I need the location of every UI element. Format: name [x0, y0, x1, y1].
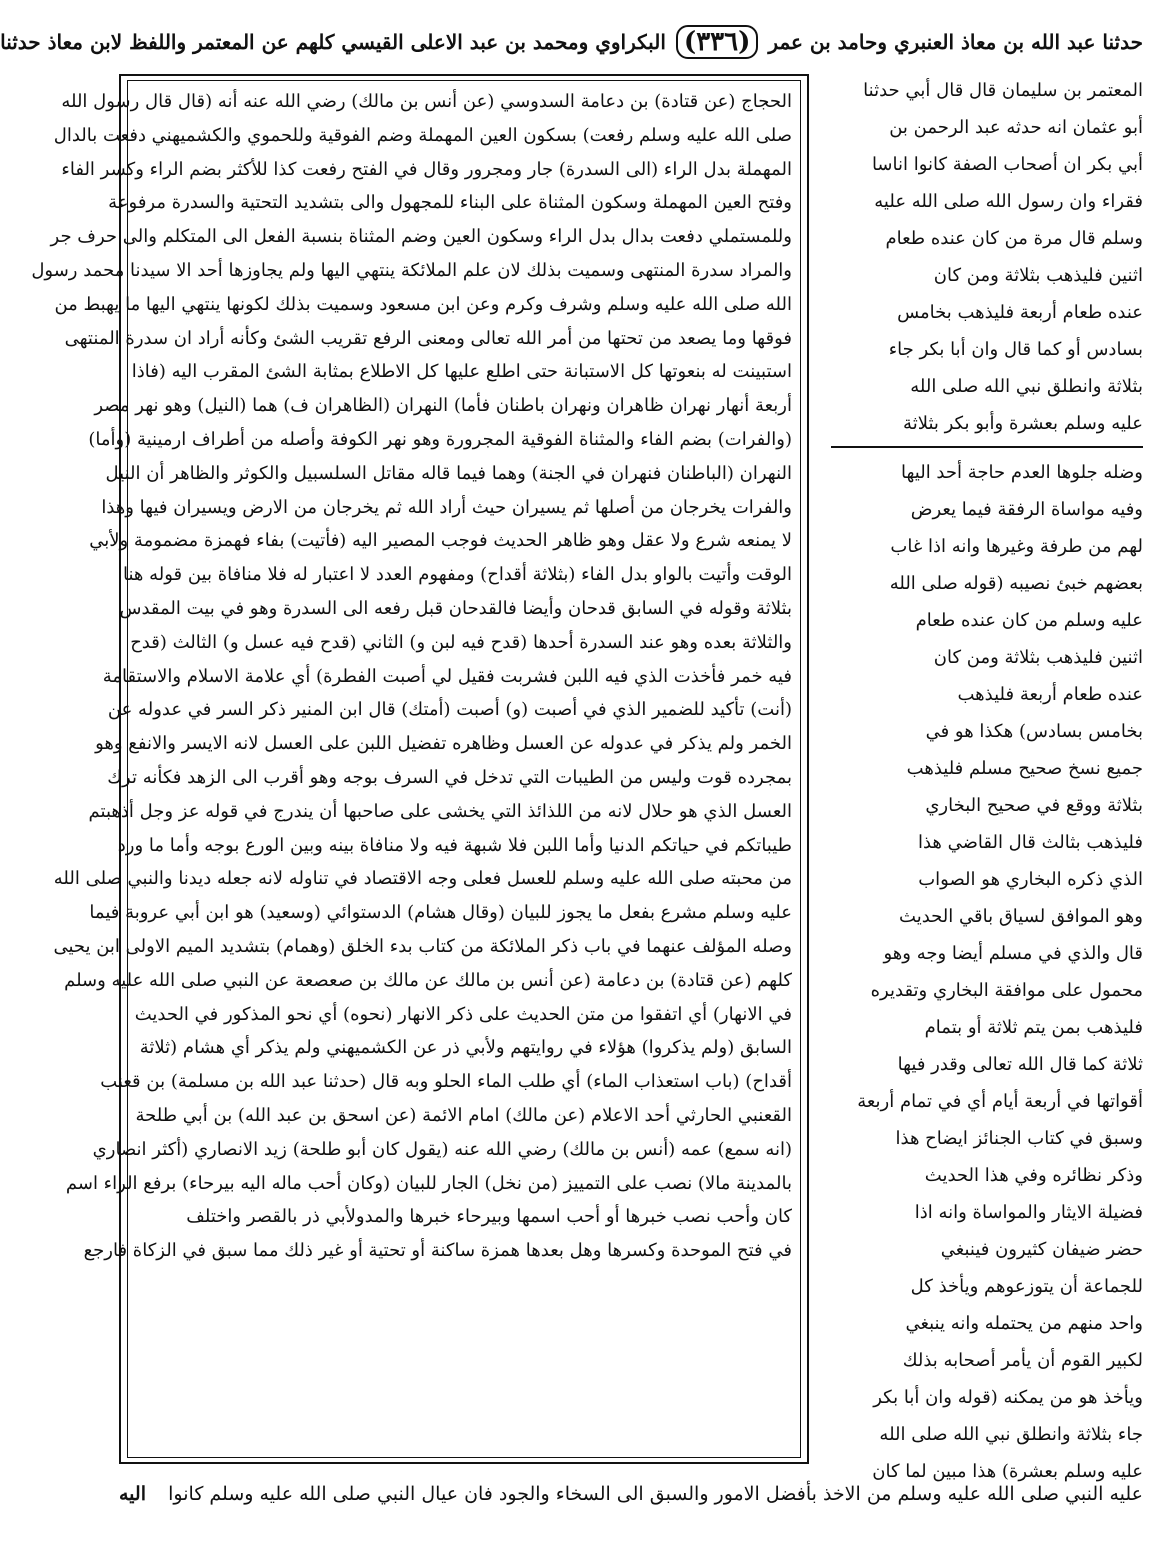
main-line: بثلاثة وقوله في السابق قدحان وأيضا فالقدحان قبل رفعه الى السدرة وهو في بيت المقدس — [119, 597, 792, 619]
margin-line: عنده طعام أربعة فليذهب بخامس — [897, 302, 1143, 323]
margin-line: بثلاثة ووقع في صحيح البخاري — [925, 795, 1143, 816]
margin-line: اثنين فليذهب بثلاثة ومن كان — [933, 265, 1143, 286]
margin-line: محمول على موافقة البخاري وتقديره — [870, 980, 1143, 1001]
main-line: أقداح) (باب استعذاب الماء) أي طلب الماء الحلو وبه قال (حدثنا عبد الله بن مسلمة) بن قعنب — [100, 1071, 792, 1093]
margin-line: لكبير القوم أن يأمر أصحابه بذلك — [902, 1350, 1143, 1371]
main-line: كان وأحب نصب خبرها أو أحب اسمها وبيرحاء خبرها والمدولأبي ذر بالقصر واختلف — [186, 1206, 792, 1228]
margin-line: الذي ذكره البخاري هو الصواب — [918, 869, 1143, 890]
main-line: والثلاثة بعده وهو عند السدرة أحدها (قدح فيه لبن و) الثاني (قدح فيه عسل و) الثالث (قدح — [130, 631, 792, 653]
margin-line: عليه وسلم بعشرة) هذا مبين لما كان — [872, 1461, 1143, 1482]
margin-line: وفيه مواساة الرفقة فيما يعرض — [910, 499, 1143, 520]
main-line: فيه خمر فأخذت الذي فيه اللبن فشربت فقيل لي أصبت الفطرة) أي علامة الاسلام والاستقامة — [102, 665, 792, 687]
main-line: عليه وسلم مشرع بفعل ما يجوز للبيان (وقال هشام) الدستوائي (وسعيد) هو ابن أبي عروبة فيما — [89, 902, 792, 924]
main-line: وللمستملي دفعت بدال بدل الراء وسكون العين وضم المثناة بنسبة الفعل الى المتكلم والى حرف جر — [50, 226, 792, 248]
main-line: لا يمنعه شرع ولا عقل وهو ظاهر الحديث فوجب المصير اليه (فأتيت) بفاء فهمزة مضمومة ولأبي — [89, 530, 792, 552]
main-line: صلى الله عليه وسلم رفعت) بسكون العين المهملة وضم الفوقية وللحموي والكشميهني دفعت بالدال — [53, 124, 792, 146]
margin-line: عليه وسلم من كان عنده طعام — [915, 610, 1143, 631]
margin-line: عنده طعام أربعة فليذهب — [957, 684, 1143, 705]
page-header — [0, 22, 1143, 62]
margin-line: بثلاثة وانطلق نبي الله صلى الله — [910, 376, 1143, 397]
main-line: العسل الذي هو حلال لانه من اللذائذ التي يخشى على صاحبها أن يندرج في قوله عز وجل أذهبتم — [88, 800, 792, 822]
main-line: (والفرات) بضم الفاء والمثناة الفوقية المجرورة وهو نهر الكوفة وأصله من أطراف ارمينية (وأما) — [88, 428, 792, 450]
margin-line: جميع نسخ صحيح مسلم فليذهب — [906, 758, 1143, 779]
main-line: (أنت) تأكيد للضمير الذي في أصبت (و) أصبت (أمتك) قال ابن المنير ذكر السر في عدوله عن — [107, 699, 792, 721]
main-line: بمجرده قوت وليس من الطيبات التي تدخل في السرف بوجه وهو أقرب الى الزهد فكأنه ترك — [107, 766, 792, 788]
margin-line: فقراء وان رسول الله صلى الله عليه — [874, 191, 1143, 212]
main-line: (انه سمع) عمه (أنس بن مالك) رضي الله عنه (يقول كان أبو طلحة) زيد الانصاري (أكثر انصاري — [92, 1138, 792, 1160]
margin-line: بعضهم خبئ نصيبه (قوله صلى الله — [889, 573, 1143, 594]
margin-line: ويأخذ هو من يمكنه (قوله وان أبا بكر — [873, 1387, 1143, 1408]
main-line: الخمر ولم يذكر في عدوله عن العسل وظاهره تفضيل اللبن على العسل لانه الايسر والانفع وهو — [95, 733, 792, 755]
margin-line: حضر ضيفان كثيرون فينبغي — [940, 1239, 1143, 1260]
main-line: السابق (ولم يذكروا) هؤلاء في روايتهم ولأبي ذر عن الكشميهني ولم يذكر أي هشام (ثلاثة — [139, 1037, 792, 1059]
margin-line: قال والذي في مسلم أيضا وجه وهو — [883, 943, 1143, 964]
main-line: كلهم (عن قتادة) بن دعامة (عن أنس بن مالك عن مالك بن صعصعة عن النبي صلى الله عليه وسلم — [64, 969, 792, 991]
main-line: أربعة أنهار نهران ظاهران ونهران باطنان فأما) النهران (الظاهران ف) هما (النيل) وهو نهر مصر — [94, 395, 792, 417]
main-line: في فتح الموحدة وكسرها وهل بعدها همزة ساكنة أو تحتية أو غير ذلك مما سبق في الزكاة فارجع — [83, 1240, 792, 1262]
main-line: الله صلى الله عليه وسلم وشرف وكرم وعن ابن مسعود وسميت بذلك لكونها ينتهي اليها ما يهبط من — [54, 293, 792, 315]
main-line: بالمدينة مالا) نصب على التمييز (من نخل) الجار للبيان (وكان أحب ماله اليه بيرحاء) برفع الراء اسم — [65, 1172, 792, 1194]
main-line: والفرات يخرجان من أصلها ثم يسيران حيث أراد الله ثم يخرجان من الارض ويسيران فيها وهذا — [101, 496, 792, 518]
margin-line: فضيلة الايثار والمواساة وانه اذا — [914, 1202, 1143, 1223]
margin-line: وضله جلوها العدم حاجة أحد اليها — [901, 462, 1143, 483]
main-line: المهملة بدل الراء (الى السدرة) جار ومجرور وقال في الفتح رفعت كذا للأكثر بضم الراء وكسر الفاء — [61, 158, 792, 180]
margin-line: للجماعة أن يتوزعوهم ويأخذ كل — [910, 1276, 1143, 1297]
margin-line: جاء بثلاثة وانطلق نبي الله صلى الله — [879, 1424, 1143, 1445]
main-line: القعنبي الحارثي أحد الاعلام (عن مالك) امام الائمة (عن اسحق بن عبد الله) بن أبي طلحة — [135, 1104, 792, 1126]
margin-line: وذكر نظائره وفي هذا الحديث — [924, 1165, 1143, 1186]
page-number: (٣٣٦) — [676, 25, 759, 59]
margin-line: وهو الموافق لسياق باقي الحديث — [899, 906, 1143, 927]
margin-column — [831, 72, 1143, 1482]
main-line: الوقت وأتيت بالواو بدل الفاء (بثلاثة أقداح) ومفهوم العدد لا اعتبار له فلا منافاة بين قوله هنا — [122, 564, 792, 586]
margin-line: وسبق في كتاب الجنائز ايضاح هذا — [895, 1128, 1143, 1149]
page-footer — [119, 1474, 1143, 1514]
margin-hadith-text — [831, 72, 1143, 442]
margin-line: وسلم قال مرة من كان عنده طعام — [885, 228, 1143, 249]
margin-line: المعتمر بن سليمان قال قال أبي حدثنا — [863, 80, 1143, 101]
header-right-text: حدثنا عبد الله بن معاذ العنبري وحامد بن عمر — [768, 30, 1143, 54]
main-line: وصله المؤلف عنهما في باب ذكر الملائكة من كتاب بدء الخلق (وهمام) بتشديد الميم الاولى ابن يحيى — [53, 935, 792, 957]
margin-line: أبو عثمان انه حدثه عبد الرحمن بن — [889, 117, 1143, 138]
main-line: من محبته صلى الله عليه وسلم للعسل فعلى وجه الاقتصاد في تناوله لانه جعله ديدنا والنبي صلى الله — [53, 868, 792, 890]
margin-line: اثنين فليذهب بثلاثة ومن كان — [933, 647, 1143, 668]
main-line: فوقها وما يصعد من تحتها من أمر الله تعالى ومعنى الرفع تقريب الشئ وكأنه أراد ان سدرة المنتهى — [64, 327, 792, 349]
margin-line: فليذهب بمن يتم ثلاثة أو بتمام — [924, 1017, 1143, 1038]
margin-line: عليه وسلم بعشرة وأبو بكر بثلاثة — [903, 413, 1143, 434]
margin-divider — [831, 446, 1143, 448]
margin-line: أبي بكر ان أصحاب الصفة كانوا اناسا — [871, 154, 1143, 175]
main-line: استبينت له بنعوتها كل الاستبانة حتى اطلع عليها كل الاطلاع بمثابة الشئ المقرب اليه (فاذا — [131, 361, 792, 383]
margin-line: واحد منهم من يحتمله وانه ينبغي — [905, 1313, 1143, 1334]
catchword: اليه — [119, 1483, 146, 1505]
main-line: الحجاج (عن قتادة) بن دعامة السدوسي (عن أنس بن مالك) رضي الله عنه أنه (قال قال رسول الله — [61, 91, 792, 112]
main-text-body — [31, 80, 801, 1458]
main-line: النهران (الباطنان فنهران في الجنة) وهما فيما قاله مقاتل السلسبيل والكوثر والظاهر أن النيل — [105, 462, 792, 484]
margin-line: ثلاثة كما قال الله تعالى وقدر فيها — [897, 1054, 1143, 1075]
main-line: طيباتكم في حياتكم الدنيا وأما اللبن فلا شبهة فيه ولا منافاة بينه وبين الورع بوجه وأما ما ورد — [117, 834, 792, 856]
margin-line: بخامس بسادس) هكذا هو في — [925, 721, 1143, 742]
main-line: وفتح العين المهملة وسكون المثناة على البناء للمجهول والى بتشديد التحتية والسدرة مرفوعة — [108, 192, 792, 214]
footer-text: عليه النبي صلى الله عليه وسلم من الاخذ بأفضل الامور والسبق الى السخاء والجود فان عيال النبي صلى الله عليه وسلم كانوا — [168, 1483, 1143, 1505]
margin-line: أقواتها في أربعة أيام أي في تمام أربعة — [857, 1091, 1143, 1112]
main-text-frame — [31, 74, 809, 1464]
margin-line: بسادس أو كما قال وان أبا بكر جاء — [888, 339, 1143, 360]
margin-commentary — [831, 454, 1143, 1490]
main-line: والمراد سدرة المنتهى وسميت بذلك لان علم الملائكة ينتهي اليها ولم يجاوزها أحد الا سيدنا محمد رسول — [31, 259, 792, 281]
margin-line: لهم من طرفة وغيرها وانه اذا غاب — [890, 536, 1143, 557]
margin-line: فليذهب بثالث قال القاضي هذا — [917, 832, 1143, 853]
header-left-text: البكراوي ومحمد بن عبد الاعلى القيسي كلهم عن المعتمر واللفظ لابن معاذ حدثنا — [0, 30, 666, 54]
main-line: في الانهار) أي اتفقوا من متن الحديث على ذكر الانهار (نحوه) أي نحو المذكور في الحديث — [134, 1003, 792, 1025]
